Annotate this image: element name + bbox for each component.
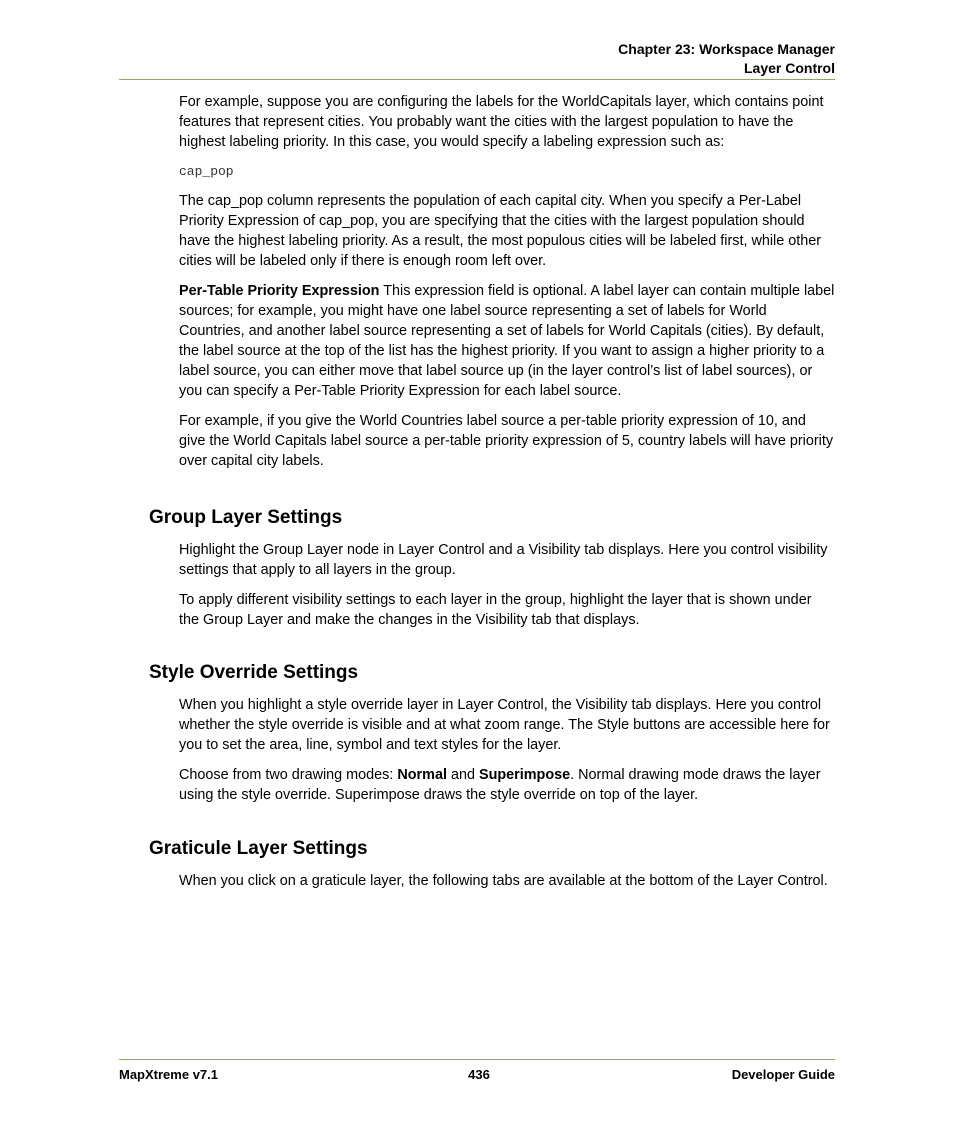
intro-paragraph-4: For example, if you give the World Countries label source a per-table priority expression of 10, and give the World Capitals label source a per-table priority expression of 5, country labels will have priority over capital city labels. bbox=[179, 413, 834, 469]
header-rule bbox=[119, 79, 835, 80]
intro-paragraph-3 bbox=[179, 281, 835, 401]
footer-doc-title: Developer Guide bbox=[731, 1067, 835, 1082]
heading-style-override-settings: Style Override Settings bbox=[149, 662, 359, 683]
group-layer-paragraph-1: Highlight the Group Layer node in Layer Control and a Visibility tab displays. Here you control visibility settings that apply to all layers in the group. bbox=[179, 542, 828, 578]
intro-paragraph-2: The cap_pop column represents the population of each capital city. When you specify a Per-Label Priority Expression of cap_pop, you are specifying that the cities with the largest population should have the highest labeling priority. As a result, the most populous cities will be labeled first, while other cities will be labeled only if there is enough room left over. bbox=[179, 193, 822, 269]
group-layer-paragraph-2: To apply different visibility settings to each layer in the group, highlight the layer that is shown under the Group Layer and make the changes in the Visibility tab that displays. bbox=[179, 592, 812, 628]
graticule-section bbox=[179, 871, 835, 901]
chapter-title: Chapter 23: Workspace Manager bbox=[618, 41, 835, 57]
section-title: Layer Control bbox=[743, 60, 835, 76]
intro-paragraph-1: For example, suppose you are configuring the labels for the WorldCapitals layer, which contains point features that represent cities. You probably want the cities with the largest population to have the highest labeling priority. In this case, you would specify a labeling expression such as: bbox=[179, 94, 824, 150]
footer-page-number: 436 bbox=[468, 1067, 490, 1082]
term-normal: Normal bbox=[397, 767, 447, 783]
footer-product: MapXtreme v7.1 bbox=[119, 1067, 218, 1082]
style-override-paragraph-2 bbox=[179, 765, 835, 805]
per-table-description: This expression field is optional. A label layer can contain multiple label sources; for example, you might have one label source representing a set of labels for World Countries, and another label source representing a set of labels for World Capitals (cities). By default, the label source at the top of the list has the highest priority. If you want to assign a higher priority to a label source, you can either move that label source up (in the layer control’s list of label sources), or you can specify a Per-Table Priority Expression for each label source. bbox=[179, 283, 835, 399]
drawing-modes-intro: Choose from two drawing modes: bbox=[179, 767, 398, 783]
drawing-modes-and: and bbox=[446, 767, 479, 783]
graticule-paragraph-1: When you click on a graticule layer, the following tabs are available at the bottom of the Layer Control. bbox=[179, 873, 828, 889]
code-sample: cap_pop bbox=[179, 164, 234, 179]
group-layer-section bbox=[179, 540, 835, 640]
heading-graticule-layer-settings: Graticule Layer Settings bbox=[149, 838, 368, 859]
style-override-section bbox=[179, 695, 835, 815]
drawing-modes-description: . Normal drawing mode draws the layer using the style override. Superimpose draws the style override on top of the layer. bbox=[179, 767, 821, 803]
style-override-paragraph-1: When you highlight a style override layer in Layer Control, the Visibility tab displays. Here you control whether the style override is visible and at what zoom range. The Style buttons are accessible here for you to set the area, line, symbol and text styles for the layer. bbox=[179, 697, 830, 753]
term-per-table-priority: Per-Table Priority Expression bbox=[179, 283, 380, 299]
footer-rule bbox=[119, 1059, 835, 1060]
running-header bbox=[119, 40, 835, 78]
term-superimpose: Superimpose bbox=[478, 767, 571, 783]
heading-group-layer-settings: Group Layer Settings bbox=[149, 507, 343, 528]
intro-content bbox=[179, 92, 835, 481]
